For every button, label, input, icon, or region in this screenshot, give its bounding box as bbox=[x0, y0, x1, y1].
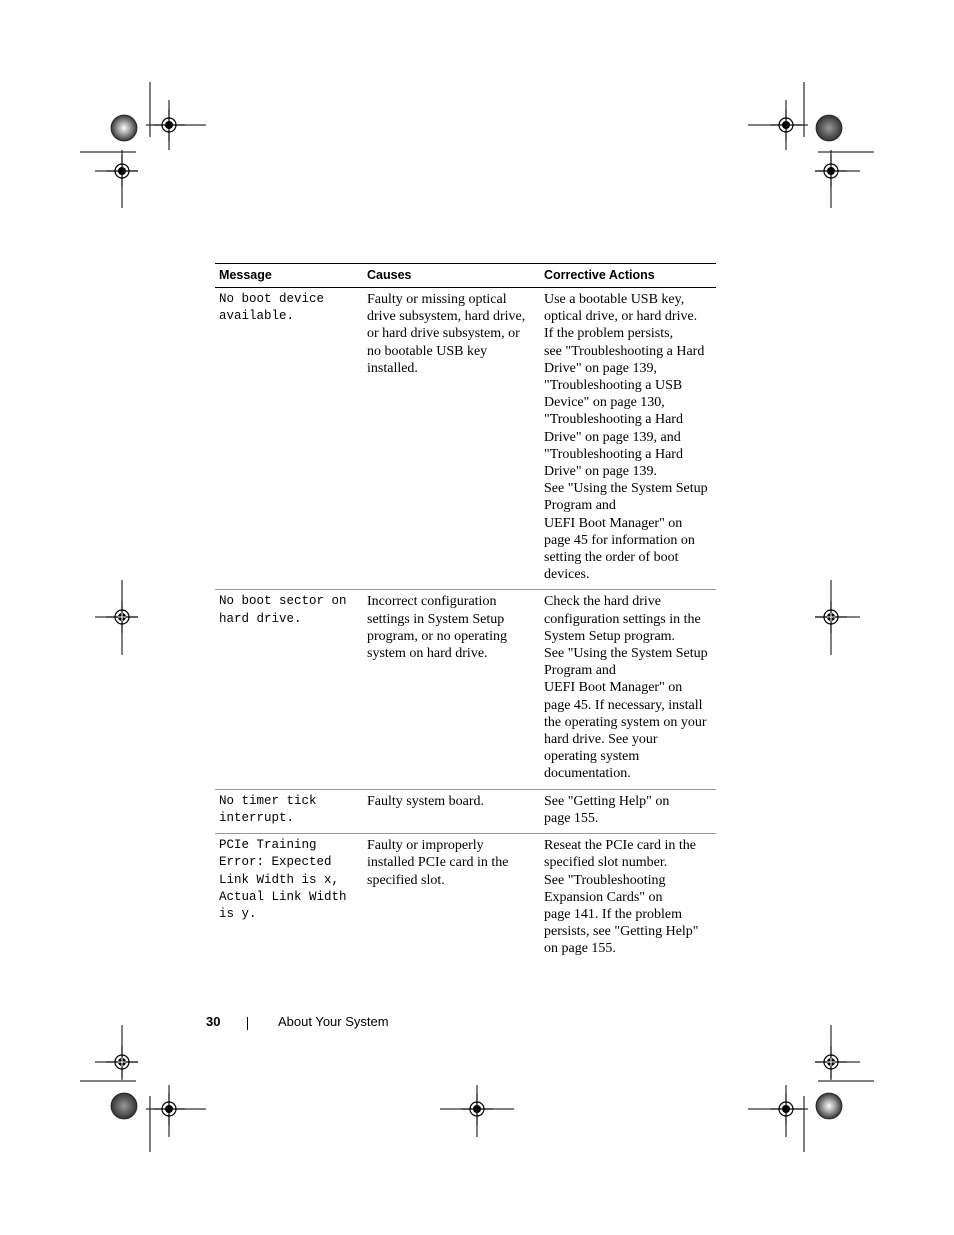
actions-text: Check the hard drive configuration settings in the System Setup program. See "Using the System Setup Program and UEFI Boot Manager" on page 45. If necessary, install the operating system on your hard drive. See your operating system documentation. bbox=[544, 594, 708, 782]
error-message-table bbox=[215, 263, 716, 964]
causes-text: Incorrect configuration settings in System Setup program, or no operating system on hard drive. bbox=[367, 594, 507, 662]
header-message: Message bbox=[215, 264, 363, 288]
message-text: No boot device available. bbox=[219, 292, 325, 324]
message-cell bbox=[215, 288, 363, 590]
table-row bbox=[215, 789, 716, 833]
causes-cell bbox=[363, 590, 540, 789]
message-cell bbox=[215, 834, 363, 964]
actions-text: See "Getting Help" on page 155. bbox=[544, 793, 670, 826]
header-causes: Causes bbox=[363, 264, 540, 288]
causes-text: Faulty or improperly installed PCIe card in the specified slot. bbox=[367, 838, 509, 888]
header-corrective-actions: Corrective Actions bbox=[540, 264, 716, 288]
footer-separator bbox=[247, 1017, 248, 1030]
table-row bbox=[215, 834, 716, 964]
causes-cell bbox=[363, 288, 540, 590]
page-number: 30 bbox=[206, 1014, 221, 1029]
causes-text: Faulty system board. bbox=[367, 793, 485, 809]
message-text: No timer tick interrupt. bbox=[219, 793, 317, 825]
table-header-row bbox=[215, 264, 716, 288]
message-cell bbox=[215, 789, 363, 833]
causes-cell bbox=[363, 834, 540, 964]
message-cell bbox=[215, 590, 363, 789]
message-text: PCIe Training Error: Expected Link Width is x, Actual Link Width is y. bbox=[219, 838, 347, 921]
actions-cell bbox=[540, 590, 716, 789]
actions-cell bbox=[540, 789, 716, 833]
actions-cell bbox=[540, 834, 716, 964]
table-row bbox=[215, 288, 716, 590]
table-row bbox=[215, 590, 716, 789]
footer-section-title: About Your System bbox=[278, 1014, 389, 1029]
actions-cell bbox=[540, 288, 716, 590]
message-text: No boot sector on hard drive. bbox=[219, 594, 347, 626]
actions-text: Use a bootable USB key, optical drive, or hard drive. If the problem persists, see "Troubleshooting a Hard Drive" on page 139, "Troubleshooting a USB Device" on page 130, "Troubleshooting a Hard Drive" on page 139, and "Troubleshooting a Hard Drive" on page 139. See "Using the System Setup Program and UEFI Boot Manager" on page 45 for information on setting the order of boot devices. bbox=[544, 292, 708, 583]
causes-cell bbox=[363, 789, 540, 833]
actions-text: Reseat the PCIe card in the specified slot number. See "Troubleshooting Expansion Cards" on page 141. If the problem persists, see "Getting Help" on page 155. bbox=[544, 838, 699, 957]
causes-text: Faulty or missing optical drive subsystem, hard drive, or hard drive subsystem, or no bootable USB key installed. bbox=[367, 292, 526, 376]
